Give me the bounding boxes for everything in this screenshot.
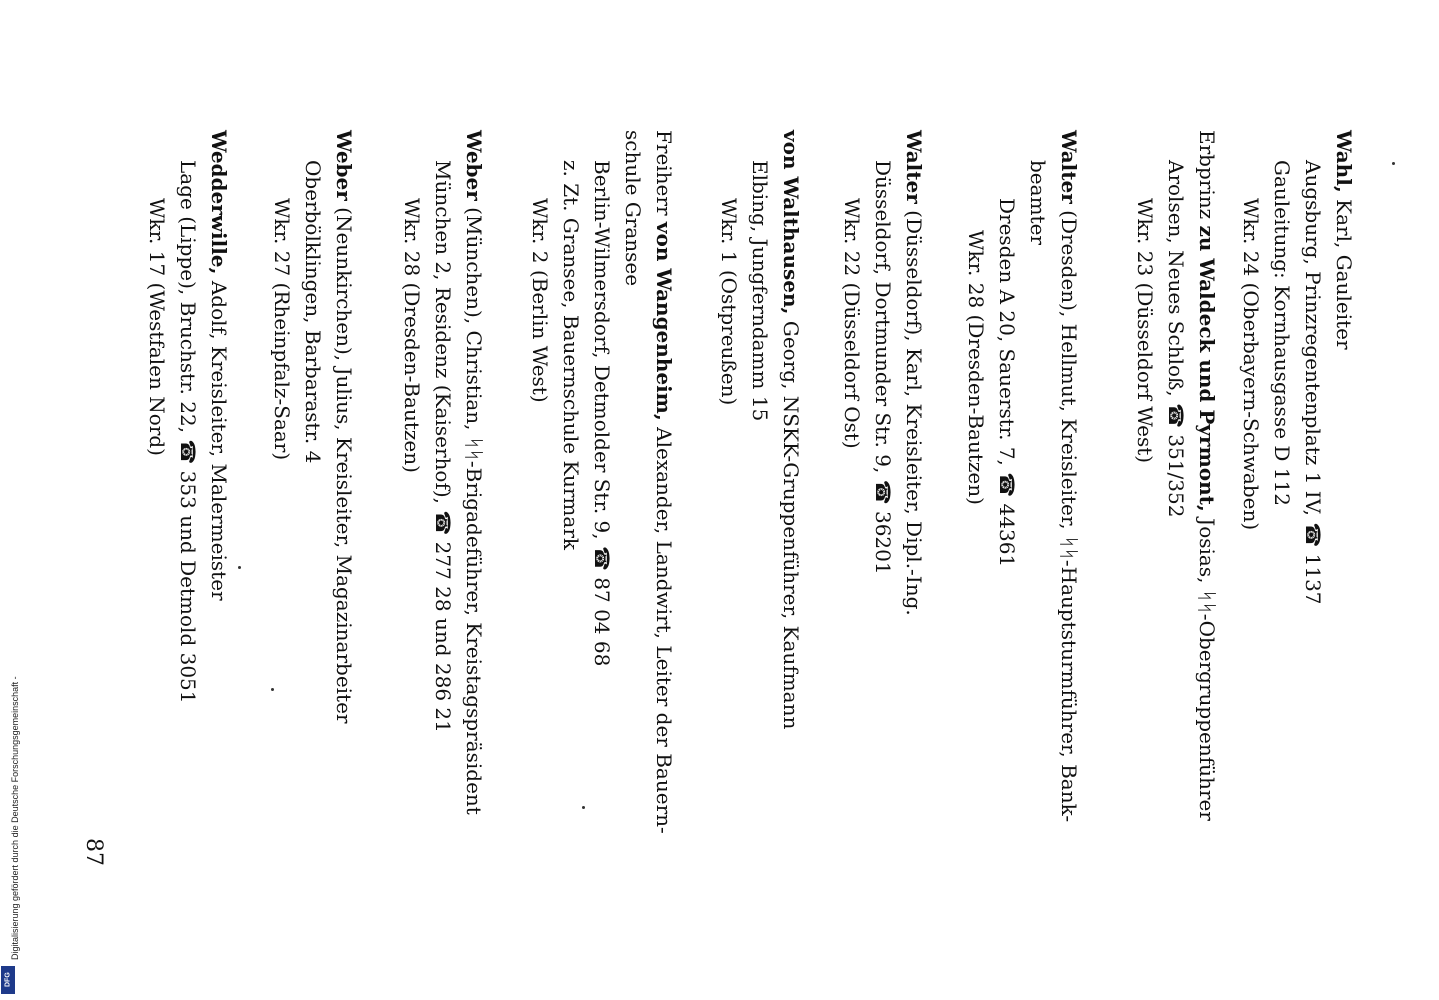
- page-number: 87: [81, 838, 106, 866]
- entry-line: beamter: [1026, 160, 1050, 245]
- entry-text: (Neunkirchen), Julius, Kreisleiter, Magazinarbeiter: [332, 200, 356, 724]
- entry-name: Weber: [332, 130, 356, 201]
- entry-text: Josias, ᛋᛋ-Obergruppenführer: [1195, 511, 1219, 821]
- entry-text: (Düsseldorf), Karl, Kreisleiter, Dipl.-Ing.: [902, 203, 926, 616]
- entry-line: Augsburg, Prinzregentenplatz 1 IV, ☎ 1137: [1301, 160, 1325, 605]
- entry-line: Wkr. 24 (Oberbayern-Schwaben): [1239, 198, 1263, 531]
- entry-name: von Walthausen,: [779, 130, 803, 315]
- entry-line: Gauleitung: Kornhausgasse D 112: [1270, 160, 1294, 506]
- entry-text: (München), Christian, ᛋᛋ-Brigadeführer, Kreistagspräsident: [462, 200, 486, 815]
- entry-line: Wkr. 1 (Ostpreußen): [717, 198, 741, 406]
- entry-text: Alexander, Landwirt, Leiter der Bauern-: [652, 420, 676, 834]
- entry-name: Wahl,: [1332, 130, 1356, 193]
- entry-line: Arolsen, Neues Schloß, ☎ 351/352: [1164, 160, 1188, 518]
- entry-line: Düsseldorf, Dortmunder Str. 9, ☎ 36201: [871, 160, 895, 575]
- entry-text: (Dresden), Hellmut, Kreisleiter, ᛋᛋ-Hauptsturmführer, Bank-: [1057, 203, 1081, 823]
- entry-line: München 2, Residenz (Kaiserhof), ☎ 277 28 und 286 21: [431, 160, 455, 733]
- entry-heading: [458, 130, 489, 815]
- entry-heading: [328, 130, 359, 724]
- entry-text: Karl, Gauleiter: [1332, 192, 1356, 350]
- entry-text: Adolf, Kreisleiter, Malermeister: [207, 274, 231, 601]
- entry-prefix: Freiherr: [652, 130, 676, 222]
- entry-line: z. Zt. Gransee, Bauernschule Kurmark: [559, 160, 583, 550]
- entry-line: Wkr. 28 (Dresden-Bautzen): [400, 198, 424, 473]
- entry-name: Walter: [902, 130, 926, 204]
- entry-heading: [1328, 130, 1359, 350]
- entry-heading: [1191, 130, 1222, 821]
- entry-line: schule Gransee: [621, 130, 645, 287]
- entry-prefix: Erbprinz: [1195, 130, 1219, 226]
- entry-name: Wedderwille,: [207, 130, 231, 275]
- entry-line: Wkr. 27 (Rheinpfalz-Saar): [270, 198, 294, 461]
- footer-credit: Digitalisierung gefördert durch die Deutsche Forschungsgemeinschaft -: [10, 676, 20, 960]
- entry-line: Elbing, Jungferndamm 15: [748, 160, 772, 422]
- entry-line: Wkr. 2 (Berlin West): [528, 198, 552, 403]
- entry-heading: [203, 130, 234, 601]
- entry-name: von Wangenheim,: [652, 221, 676, 421]
- entry-line: Wkr. 28 (Dresden-Bautzen): [964, 230, 988, 505]
- entry-line: Wkr. 23 (Düsseldorf West): [1133, 198, 1157, 464]
- entry-text: Georg, NSKK-Gruppenführer, Kaufmann: [779, 314, 803, 730]
- entry-name: Walter: [1057, 130, 1081, 204]
- entry-heading: [775, 130, 806, 729]
- entry-line: Wkr. 22 (Düsseldorf Ost): [840, 198, 864, 449]
- entry-line: Oberbölklingen, Barbarastr. 4: [301, 160, 325, 464]
- entry-line: Berlin-Wilmersdorf, Detmolder Str. 9, ☎ 87 04 68: [590, 160, 614, 667]
- entry-name: zu Waldeck und Pyrmont,: [1195, 225, 1219, 512]
- entry-line: Wkr. 17 (Westfalen Nord): [145, 198, 169, 456]
- entry-line: Dresden A 20, Sauerstr. 7, ☎ 44361: [995, 198, 1019, 568]
- entry-heading: [1053, 130, 1084, 822]
- entry-heading: [648, 130, 679, 834]
- entry-heading: [898, 130, 929, 616]
- entry-name: Weber: [462, 130, 486, 201]
- entry-line: Lage (Lippe), Bruchstr. 22, ☎ 353 und Detmold 3051: [176, 160, 200, 704]
- dfg-logo: DFG: [1, 966, 15, 994]
